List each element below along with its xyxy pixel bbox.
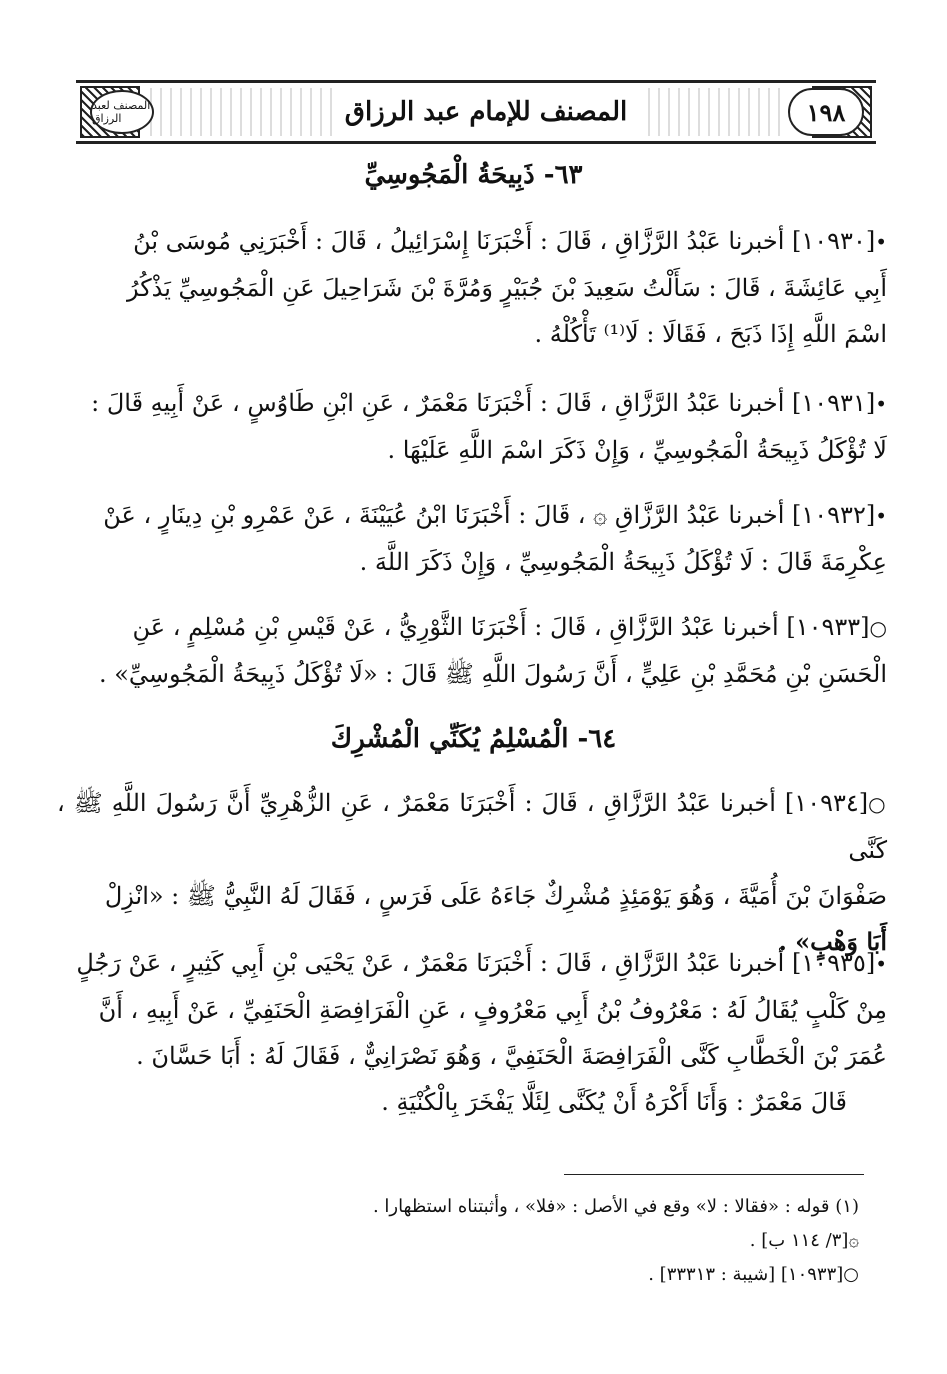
footnote: ۞[٣/ ١١٤ ب] . xyxy=(749,1230,859,1251)
header-ornament-band xyxy=(640,88,780,136)
hadith-block xyxy=(57,380,887,473)
hadith-marker: ○ xyxy=(868,792,887,816)
hadith-number: [١٠٩٣١] xyxy=(792,389,876,417)
hadith-marker: • xyxy=(875,392,887,416)
page-number: ١٩٨ xyxy=(788,88,864,136)
hadith-block xyxy=(57,218,887,357)
hadith-line: مِنْ كَلْبٍ يُقَالُ لَهُ : مَعْرُوفُ بْنُ أَبِي مَعْرُوفٍ ، عَنِ الْفَرَافِصَةِ الْحَنَفِيِّ ، عَنْ أَبِيهِ ، أَنَّ xyxy=(98,996,887,1024)
hadith-line: قَالَ مَعْمَرٌ : وَأَنَا أَكْرَهُ أَنْ يُكَنَّى لِئَلَّا يَفْخَرَ بِالْكُنْيَةِ . xyxy=(381,1088,847,1116)
hadith-line: صَفْوَانَ بْنَ أُمَيَّةَ ، وَهُوَ يَوْمَئِذٍ مُشْرِكٌ جَاءَهُ عَلَى فَرَسٍ ، فَقَالَ لَهُ النَّبِيُّ ﷺ : «انْزِلْ xyxy=(104,882,887,910)
header-bottom-rule xyxy=(76,141,876,144)
hadith-line: عِكْرِمَةَ قَالَ : لَا تُؤْكَلُ ذَبِيحَةُ الْمَجُوسِيِّ ، وَإِنْ ذَكَرَ اللَّهَ . xyxy=(359,548,887,576)
hadith-block xyxy=(57,780,887,965)
hadith-block xyxy=(57,604,887,697)
hadith-number: [١٠٩٣٠] xyxy=(792,227,876,255)
hadith-marker: • xyxy=(875,230,887,254)
footnote: (١) قوله : «فقالا : لا» وقع في الأصل : «فلا» ، وأثبتناه استظهارا . xyxy=(372,1196,859,1217)
header-ornament-band xyxy=(142,88,332,136)
hadith-line: اسْمَ اللَّهِ إِذَا ذَبَحَ ، فَقَالَا : لَا⁽¹⁾ تَأْكُلْهُ . xyxy=(534,320,887,348)
hadith-block xyxy=(57,492,887,585)
chapter-heading: ٦٤- الْمُسْلِمُ يُكَنِّي الْمُشْرِكَ xyxy=(330,724,617,754)
hadith-line: أخبرنا عَبْدُ الرَّزَّاقِ ، قَالَ : أَخْبَرَنَا مَعْمَرٌ ، عَنِ الزُّهْرِيِّ أَنَّ رَسُولَ اللَّهِ ﷺ ، كَنَّى xyxy=(57,789,887,864)
hadith-line: أخبرنا عَبْدُ الرَّزَّاقِ ، قَالَ : أَخْبَرَنَا الثَّوْرِيُّ ، عَنْ قَيْسِ بْنِ مُسْلِمٍ ، عَنِ xyxy=(132,613,779,641)
chapter-heading: ٦٣- ذَبِيحَةُ الْمَجُوسِيِّ xyxy=(364,160,583,190)
hadith-line: أَبِي عَائِشَةَ ، قَالَ : سَأَلْتُ سَعِيدَ بْنَ جُبَيْرٍ وَمُرَّةَ بْنَ شَرَاحِيلَ عَنِ الْمَجُوسِيِّ يَذْكُرُ xyxy=(126,274,887,302)
hadith-number: [١٠٩٣٣] xyxy=(786,613,870,641)
hadith-line: أَبَا وَهْبٍ» . xyxy=(778,927,887,956)
hadith-line: الْحَسَنِ بْنِ مُحَمَّدِ بْنِ عَلِيٍّ ، أَنَّ رَسُولَ اللَّهِ ﷺ قَالَ : «لَا تُؤْكَلُ ذَبِيحَةُ الْمَجُوسِيِّ» . xyxy=(98,660,887,688)
hadith-marker: • xyxy=(875,952,887,976)
hadith-marker: • xyxy=(875,504,887,528)
hadith-line: لَا تُؤْكَلُ ذَبِيحَةُ الْمَجُوسِيِّ ، وَإِنْ ذَكَرَ اسْمَ اللَّهِ عَلَيْهَا . xyxy=(387,436,887,464)
hadith-block xyxy=(57,940,887,1125)
footnote-rule xyxy=(564,1174,864,1175)
hadith-line: عُمَرَ بْنَ الْخَطَّابِ كَنَّى الْفَرَافِصَةَ الْحَنَفِيَّ ، وَهُوَ نَصْرَانِيٌّ ، فَقَالَ لَهُ : أَبَا حَسَّانَ . xyxy=(136,1042,887,1070)
hadith-line: أخبرنا عَبْدُ الرَّزَّاقِ ۞ ، قَالَ : أَخْبَرَنَا ابْنُ عُيَيْنَةَ ، عَنْ عَمْرِو بْنِ دِينَارٍ ، عَنْ xyxy=(103,501,785,529)
running-title: المصنف للإمام عبد الرزاق xyxy=(344,97,628,127)
hadith-number: [١٠٩٣٥] xyxy=(792,949,876,977)
footnote: ○[١٠٩٣٣] [شيبة : ٣٣٣١٣] . xyxy=(648,1264,859,1285)
hadith-line: أخبرنا عَبْدُ الرَّزَّاقِ ، قَالَ : أَخْبَرَنَا مَعْمَرٌ ، عَنْ يَحْيَى بْنِ أَبِي كَثِيرٍ ، عَنْ رَجُلٍ xyxy=(76,949,785,977)
header-top-rule xyxy=(76,80,876,83)
hadith-number: [١٠٩٣٤] xyxy=(784,789,869,817)
seal-medallion: المصنف لعبد الرزاق xyxy=(90,90,154,134)
hadith-marker: ○ xyxy=(869,616,887,640)
hadith-number: [١٠٩٣٢] xyxy=(792,501,876,529)
page-header xyxy=(76,80,876,144)
hadith-line: أخبرنا عَبْدُ الرَّزَّاقِ ، قَالَ : أَخْبَرَنَا مَعْمَرٌ ، عَنِ ابْنِ طَاوُسٍ ، عَنْ أَبِيهِ قَالَ : xyxy=(91,389,785,417)
hadith-line: أخبرنا عَبْدُ الرَّزَّاقِ ، قَالَ : أَخْبَرَنَا إِسْرَائِيلُ ، قَالَ : أَخْبَرَنِي مُوسَى بْنُ xyxy=(133,227,785,255)
